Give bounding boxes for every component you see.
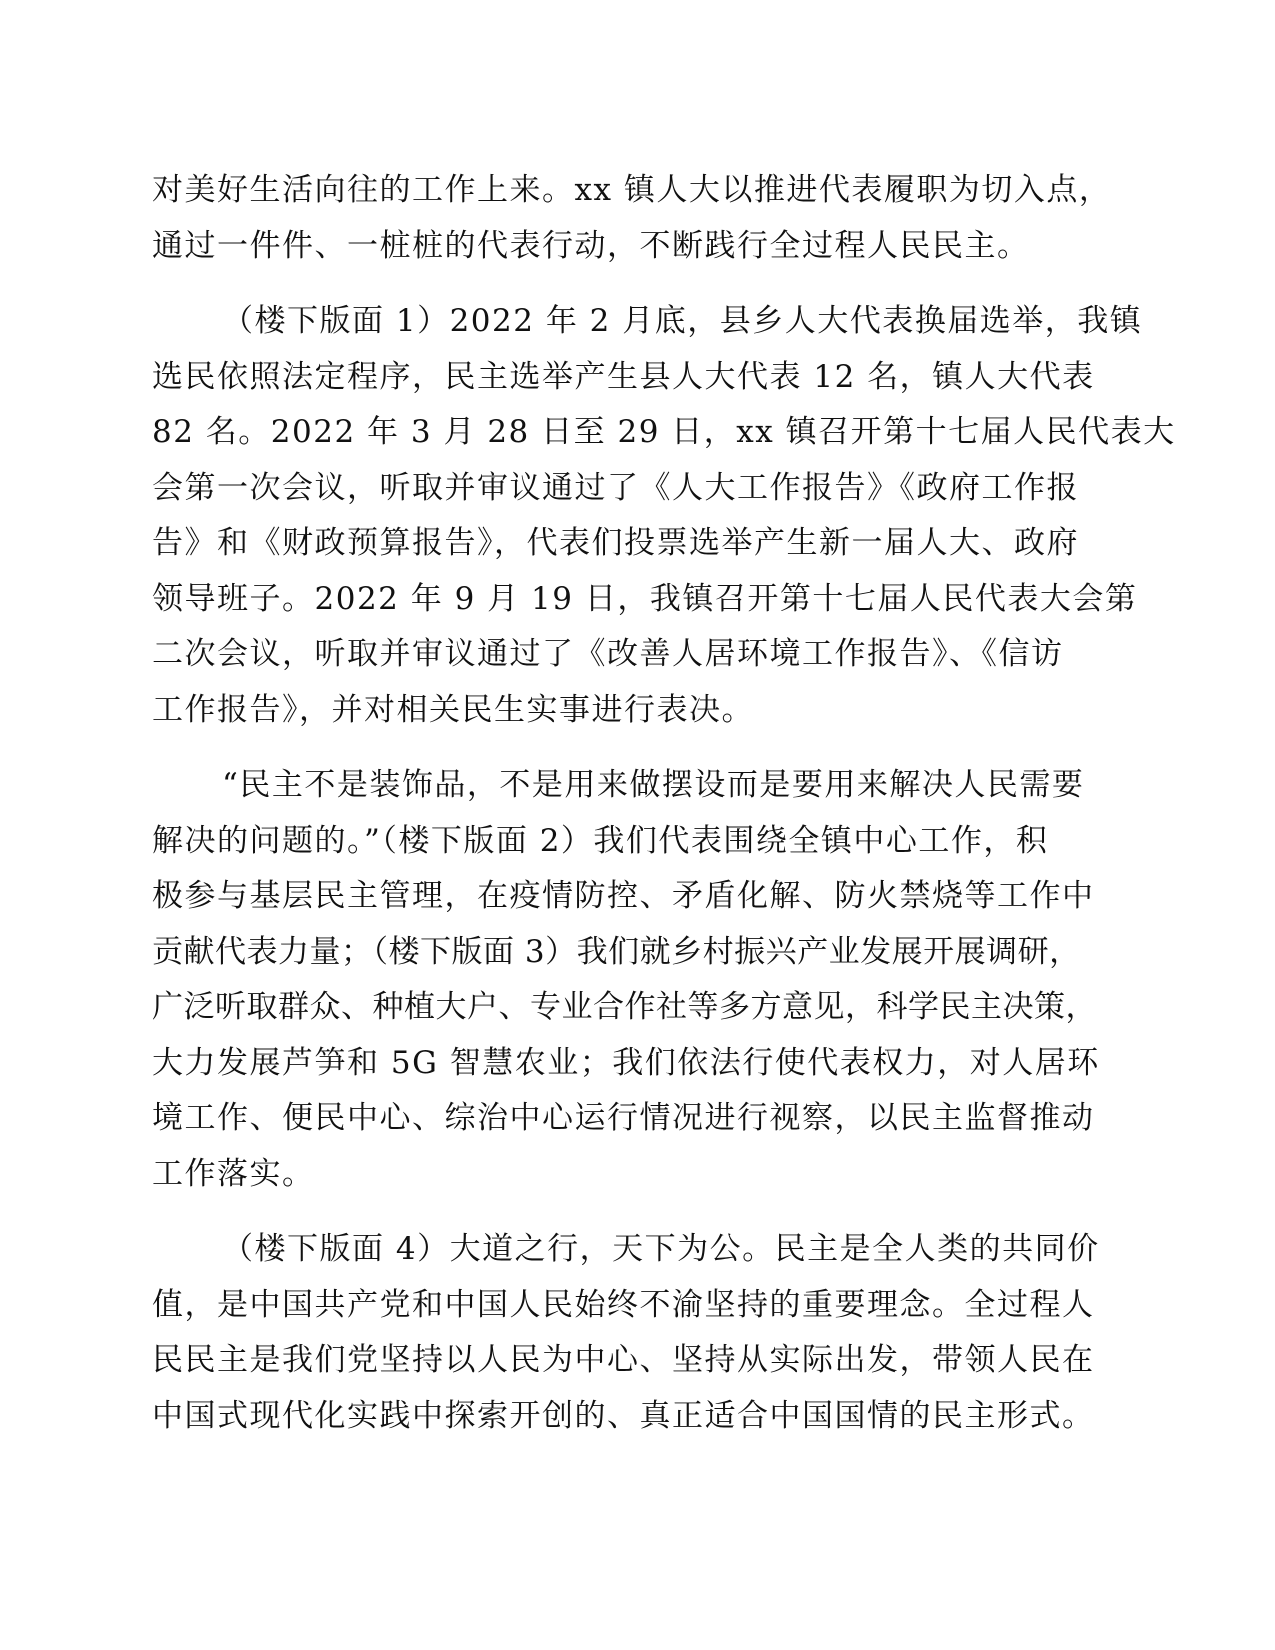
text-line: 境工作、便民中心、综治中心运行情况进行视察，以民主监督推动 <box>152 1100 1095 1136</box>
text-line: 选民依照法定程序，民主选举产生县人大代表 12 名，镇人大代表 <box>152 358 1095 395</box>
text-line: 工作报告》，并对相关民生实事进行表决。 <box>152 691 754 728</box>
text-line: 告》和《财政预算报告》，代表们投票选举产生新一届人大、政府 <box>152 525 1079 561</box>
text-line: 大力发展芦笋和 5G 智慧农业；我们依法行使代表权力，对人居环 <box>152 1044 1100 1081</box>
text-line: 对美好生活向往的工作上来。xx 镇人大以推进代表履职为切入点， <box>152 172 1112 208</box>
text-line: 民民主是我们党坚持以人民为中心、坚持从实际出发，带领人民在 <box>152 1342 1095 1378</box>
text-line: “民主不是装饰品，不是用来做摆设而是要用来解决人民需要 <box>222 767 1085 803</box>
text-line: 通过一件件、一桩桩的代表行动，不断践行全过程人民民主。 <box>152 227 1030 264</box>
text-line: 82 名。2022 年 3 月 28 日至 29 日，xx 镇召开第十七届人民代表大 <box>152 414 1176 450</box>
text-line: 二次会议，听取并审议通过了《改善人居环境工作报告》、《信访 <box>152 636 1064 672</box>
paragraph-conclusion <box>152 1222 1132 1444</box>
text-line: 广泛听取群众、种植大户、专业合作社等多方意见，科学民主决策， <box>152 989 1097 1025</box>
text-line: 工作落实。 <box>152 1155 315 1192</box>
text-line: 领导班子。2022 年 9 月 19 日，我镇召开第十七届人民代表大会第 <box>152 580 1138 617</box>
text-line: （楼下版面 1）2022 年 2 月底，县乡人大代表换届选举，我镇 <box>222 303 1143 339</box>
paragraph-continuation <box>152 163 1132 274</box>
text-line: 极参与基层民主管理，在疫情防控、矛盾化解、防火禁烧等工作中 <box>152 878 1095 914</box>
paragraph-election <box>152 294 1176 738</box>
text-line: 解决的问题的。”（楼下版面 2）我们代表围绕全镇中心工作，积 <box>152 822 1049 859</box>
text-line: （楼下版面 4）大道之行，天下为公。民主是全人类的共同价 <box>222 1231 1100 1267</box>
text-line: 会第一次会议，听取并审议通过了《人大工作报告》《政府工作报 <box>152 469 1079 506</box>
document-body <box>152 163 1176 1464</box>
text-line: 值，是中国共产党和中国人民始终不渝坚持的重要理念。全过程人 <box>152 1286 1095 1323</box>
text-line: 中国式现代化实践中探索开创的、真正适合中国国情的民主形式。 <box>152 1397 1095 1434</box>
text-line: 贡献代表力量；（楼下版面 3）我们就乡村振兴产业发展开展调研， <box>152 933 1081 970</box>
paragraph-democracy-practice <box>152 758 1132 1202</box>
